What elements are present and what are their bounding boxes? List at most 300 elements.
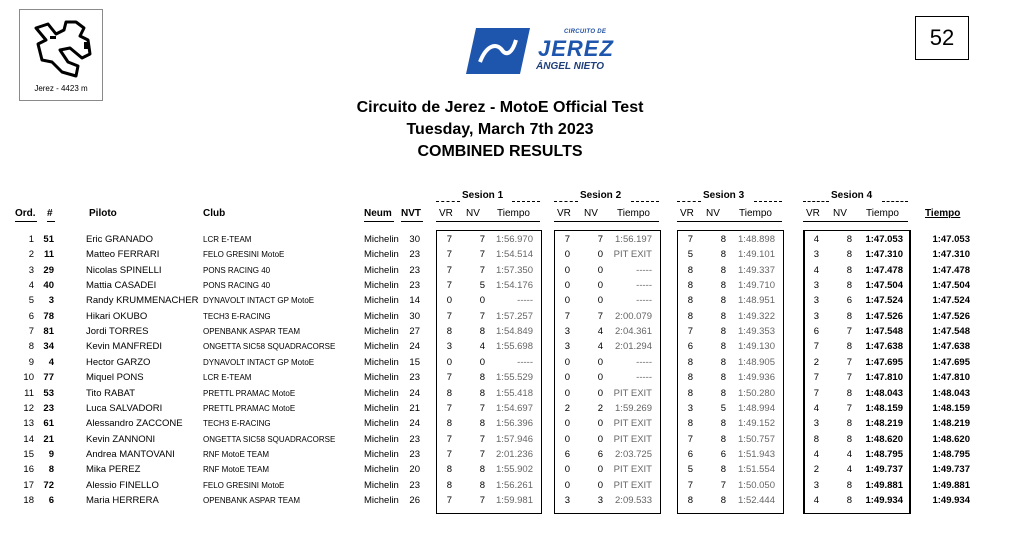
- cell-tiempo-final: 1:48.043: [932, 387, 970, 399]
- cell-nv: 7: [597, 310, 603, 322]
- cell-nv: 7: [479, 433, 485, 445]
- table-row: [0, 434, 1024, 449]
- divider: [15, 221, 37, 222]
- cell-nv: 7: [479, 264, 485, 276]
- cell-nv: 4: [846, 464, 852, 476]
- cell-nv: 8: [720, 341, 726, 353]
- divider: [631, 201, 659, 202]
- cell-tiempo-final: 1:47.524: [932, 295, 970, 307]
- cell-ord: 3: [28, 264, 34, 276]
- cell-vr: 6: [813, 326, 819, 338]
- cell-ord: 14: [23, 433, 34, 445]
- cell-tiempo: 1:47.524: [865, 295, 903, 307]
- divider: [554, 221, 659, 222]
- cell-tiempo-final: 1:47.478: [932, 264, 970, 276]
- cell-nv: 0: [597, 418, 603, 430]
- cell-tiempo: 1:47.504: [865, 280, 903, 292]
- cell-tiempo: 1:49.710: [738, 280, 775, 292]
- cell-nv: 8: [846, 433, 852, 445]
- cell-tiempo: 1:59.981: [496, 494, 533, 506]
- cell-nv: 8: [846, 341, 852, 353]
- cell-tiempo: 1:49.322: [738, 310, 775, 322]
- cell-tiempo: 1:49.936: [738, 372, 775, 384]
- cell-nv: 7: [479, 448, 485, 460]
- table-row: [0, 357, 1024, 372]
- cell-vr: 2: [564, 402, 570, 414]
- cell-pilot: Mika PEREZ: [86, 464, 141, 476]
- cell-ord: 16: [23, 464, 34, 476]
- cell-nv: 8: [479, 418, 485, 430]
- track-length-caption: Jerez - 4423 m: [34, 84, 88, 93]
- table-row: [0, 265, 1024, 280]
- cell-nv: 7: [479, 494, 485, 506]
- cell-vr: 0: [564, 418, 570, 430]
- cell-tiempo: 1:48.620: [865, 433, 903, 445]
- cell-tiempo: 1:54.697: [496, 402, 533, 414]
- event-title: Circuito de Jerez - MotoE Official Test: [356, 99, 644, 116]
- divider: [364, 221, 394, 222]
- cell-ord: 13: [23, 418, 34, 430]
- cell-vr: 2: [813, 356, 819, 368]
- event-date: Tuesday, March 7th 2023: [406, 121, 594, 138]
- cell-nv: 0: [597, 249, 603, 261]
- cell-neum: Michelin: [364, 387, 399, 399]
- cell-num: 61: [43, 418, 54, 430]
- cell-neum: Michelin: [364, 280, 399, 292]
- cell-nvt: 14: [409, 295, 420, 307]
- cell-vr: 7: [446, 264, 452, 276]
- cell-nv: 8: [720, 280, 726, 292]
- cell-vr: 5: [687, 249, 693, 261]
- cell-vr: 3: [813, 295, 819, 307]
- cell-num: 4: [48, 356, 54, 368]
- cell-nvt: 24: [409, 418, 420, 430]
- cell-nv: 4: [479, 341, 485, 353]
- cell-vr: 7: [564, 310, 570, 322]
- cell-vr: 8: [687, 418, 693, 430]
- track-map-icon: [26, 14, 96, 80]
- cell-vr: 3: [813, 479, 819, 491]
- cell-nv: 8: [720, 372, 726, 384]
- cell-tiempo: 1:48.043: [865, 387, 903, 399]
- cell-neum: Michelin: [364, 326, 399, 338]
- cell-neum: Michelin: [364, 494, 399, 506]
- cell-vr: 8: [687, 264, 693, 276]
- cell-vr: 3: [687, 402, 693, 414]
- cell-vr: 0: [564, 295, 570, 307]
- cell-nv: 8: [846, 387, 852, 399]
- cell-tiempo: 1:50.280: [738, 387, 775, 399]
- divider: [436, 221, 540, 222]
- cell-vr: 0: [564, 433, 570, 445]
- cell-nvt: 23: [409, 448, 420, 460]
- cell-tiempo: 1:47.526: [865, 310, 903, 322]
- cell-tiempo: 1:47.638: [865, 341, 903, 353]
- table-row: [0, 418, 1024, 433]
- col-tiempo-2: Tiempo: [617, 208, 650, 219]
- table-row: [0, 372, 1024, 387]
- cell-nvt: 20: [409, 464, 420, 476]
- cell-num: 40: [43, 280, 54, 292]
- cell-nv: 7: [846, 326, 852, 338]
- cell-pilot: Luca SALVADORI: [86, 402, 163, 414]
- cell-pilot: Alessandro ZACCONE: [86, 418, 183, 430]
- cell-nv: 0: [597, 280, 603, 292]
- cell-nv: 7: [479, 310, 485, 322]
- cell-nv: 8: [720, 494, 726, 506]
- cell-club: OPENBANK ASPAR TEAM: [203, 495, 301, 505]
- cell-vr: 7: [687, 326, 693, 338]
- cell-nv: 6: [846, 295, 852, 307]
- cell-vr: 8: [446, 479, 452, 491]
- divider: [47, 221, 55, 222]
- cell-num: 3: [48, 295, 54, 307]
- cell-num: 23: [43, 402, 54, 414]
- cell-vr: 8: [446, 387, 452, 399]
- cell-pilot: Alessio FINELLO: [86, 479, 159, 491]
- cell-nv: 0: [597, 464, 603, 476]
- cell-pilot: Maria HERRERA: [86, 494, 159, 506]
- cell-tiempo: 2:01.236: [496, 448, 533, 460]
- cell-club: LCR E-TEAM: [203, 373, 252, 383]
- track-map: [19, 9, 103, 101]
- cell-nv: 8: [846, 249, 852, 261]
- col-nv-3: NV: [706, 208, 720, 219]
- table-row: [0, 326, 1024, 341]
- table-row: [0, 249, 1024, 264]
- cell-nv: 8: [479, 464, 485, 476]
- cell-nv: 8: [846, 479, 852, 491]
- cell-nvt: 30: [409, 310, 420, 322]
- cell-tiempo-final: 1:47.638: [932, 341, 970, 353]
- cell-tiempo: 1:51.943: [738, 448, 775, 460]
- session-4-heading: Sesion 4: [831, 190, 873, 201]
- cell-tiempo: 1:56.261: [496, 479, 533, 491]
- cell-tiempo: -----: [636, 264, 652, 276]
- cell-vr: 8: [687, 280, 693, 292]
- cell-vr: 8: [446, 326, 452, 338]
- cell-nv: 7: [846, 402, 852, 414]
- cell-vr: 0: [446, 295, 452, 307]
- divider: [401, 221, 423, 222]
- cell-vr: 7: [813, 387, 819, 399]
- cell-vr: 7: [446, 249, 452, 261]
- cell-neum: Michelin: [364, 448, 399, 460]
- cell-nv: 8: [479, 372, 485, 384]
- cell-vr: 8: [687, 494, 693, 506]
- cell-nvt: 23: [409, 249, 420, 261]
- cell-tiempo: 1:49.337: [738, 264, 775, 276]
- cell-pilot: Andrea MANTOVANI: [86, 448, 175, 460]
- cell-vr: 4: [813, 494, 819, 506]
- cell-nv: 8: [720, 264, 726, 276]
- table-row: [0, 311, 1024, 326]
- cell-pilot: Kevin MANFREDI: [86, 341, 163, 353]
- cell-club: OPENBANK ASPAR TEAM: [203, 327, 301, 337]
- session-3-heading: Sesion 3: [703, 190, 745, 201]
- cell-vr: 7: [446, 372, 452, 384]
- cell-tiempo: 1:56.970: [496, 234, 533, 245]
- cell-vr: 8: [813, 433, 819, 445]
- table-row: [0, 403, 1024, 418]
- cell-vr: 0: [564, 356, 570, 368]
- cell-num: 29: [43, 264, 54, 276]
- cell-nv: 0: [597, 479, 603, 491]
- cell-nv: 8: [720, 295, 726, 307]
- cell-club: ONGETTA SIC58 SQUADRACORSE: [203, 434, 336, 444]
- table-row: [0, 388, 1024, 403]
- cell-vr: 3: [813, 310, 819, 322]
- cell-vr: 4: [813, 448, 819, 460]
- cell-neum: Michelin: [364, 234, 399, 245]
- cell-neum: Michelin: [364, 372, 399, 384]
- cell-nv: 7: [479, 402, 485, 414]
- session-1-heading: Sesion 1: [462, 190, 504, 201]
- cell-nv: 8: [720, 326, 726, 338]
- cell-tiempo: 1:57.257: [496, 310, 533, 322]
- cell-vr: 6: [687, 448, 693, 460]
- cell-ord: 10: [23, 372, 34, 384]
- col-nv-2: NV: [584, 208, 598, 219]
- cell-vr: 7: [687, 479, 693, 491]
- cell-tiempo-final: 1:47.548: [932, 326, 970, 338]
- page-number: 52: [915, 16, 969, 60]
- cell-nvt: 26: [409, 494, 420, 506]
- cell-num: 78: [43, 310, 54, 322]
- cell-tiempo: 1:54.849: [496, 326, 533, 338]
- logo-sub-text: ÁNGEL NIETO: [536, 61, 604, 72]
- cell-club: DYNAVOLT INTACT GP MotoE: [203, 357, 315, 367]
- cell-club: TECH3 E-RACING: [203, 311, 271, 321]
- cell-nv: 8: [479, 326, 485, 338]
- report-title: COMBINED RESULTS: [417, 143, 583, 160]
- cell-vr: 3: [813, 280, 819, 292]
- cell-tiempo: 1:51.554: [738, 464, 775, 476]
- cell-ord: 1: [28, 234, 34, 245]
- cell-club: RNF MotoE TEAM: [203, 449, 270, 459]
- col-neum: Neum: [364, 208, 392, 219]
- cell-tiempo: 2:01.294: [615, 341, 652, 353]
- logo-main-text: JEREZ: [538, 36, 614, 61]
- table-row: [0, 464, 1024, 479]
- cell-nv: 8: [720, 249, 726, 261]
- cell-tiempo: 1:49.353: [738, 326, 775, 338]
- cell-tiempo: 1:55.418: [496, 387, 533, 399]
- cell-tiempo: -----: [517, 295, 533, 307]
- cell-nvt: 23: [409, 479, 420, 491]
- col-pilot: Piloto: [89, 208, 117, 219]
- col-nv-4: NV: [833, 208, 847, 219]
- cell-nv: 7: [479, 249, 485, 261]
- cell-tiempo: 1:47.310: [865, 249, 903, 261]
- cell-vr: 8: [446, 418, 452, 430]
- cell-vr: 7: [446, 310, 452, 322]
- cell-vr: 7: [564, 234, 570, 245]
- cell-tiempo: 1:56.197: [615, 234, 652, 245]
- cell-nvt: 23: [409, 433, 420, 445]
- cell-vr: 0: [564, 249, 570, 261]
- divider: [754, 201, 782, 202]
- col-tiempo-final: Tiempo: [925, 208, 961, 219]
- cell-nv: 5: [720, 402, 726, 414]
- cell-nv: 8: [479, 479, 485, 491]
- cell-vr: 3: [564, 494, 570, 506]
- cell-ord: 6: [28, 310, 34, 322]
- cell-num: 9: [48, 448, 54, 460]
- cell-tiempo-final: 1:48.159: [932, 402, 970, 414]
- cell-club: RNF MotoE TEAM: [203, 465, 270, 475]
- cell-vr: 7: [446, 280, 452, 292]
- cell-tiempo: 1:55.529: [496, 372, 533, 384]
- cell-vr: 8: [687, 356, 693, 368]
- cell-tiempo: 1:47.478: [865, 264, 903, 276]
- cell-vr: 7: [446, 494, 452, 506]
- cell-tiempo-final: 1:47.810: [932, 372, 970, 384]
- cell-nv: 6: [720, 448, 726, 460]
- cell-vr: 7: [446, 234, 452, 245]
- cell-ord: 18: [23, 494, 34, 506]
- cell-tiempo: 2:00.079: [615, 310, 652, 322]
- cell-nv: 0: [597, 372, 603, 384]
- cell-tiempo: -----: [636, 280, 652, 292]
- cell-tiempo: 1:54.514: [496, 249, 533, 261]
- cell-tiempo: 1:49.152: [738, 418, 775, 430]
- cell-nvt: 23: [409, 372, 420, 384]
- cell-vr: 7: [813, 372, 819, 384]
- cell-tiempo: PIT EXIT: [613, 249, 652, 261]
- cell-nv: 8: [846, 234, 852, 245]
- cell-vr: 7: [687, 433, 693, 445]
- cell-nv: 0: [597, 433, 603, 445]
- cell-nv: 7: [846, 356, 852, 368]
- cell-tiempo-final: 1:48.219: [932, 418, 970, 430]
- col-nv-1: NV: [466, 208, 480, 219]
- cell-tiempo: 1:47.810: [865, 372, 903, 384]
- cell-tiempo-final: 1:47.526: [932, 310, 970, 322]
- cell-club: LCR E-TEAM: [203, 235, 252, 244]
- cell-club: PONS RACING 40: [203, 265, 271, 275]
- cell-nv: 8: [720, 433, 726, 445]
- table-row: [0, 449, 1024, 464]
- cell-ord: 12: [23, 402, 34, 414]
- cell-vr: 0: [446, 356, 452, 368]
- cell-tiempo: -----: [636, 295, 652, 307]
- cell-tiempo: 1:56.396: [496, 418, 533, 430]
- cell-vr: 6: [687, 341, 693, 353]
- cell-nv: 8: [846, 264, 852, 276]
- cell-tiempo: 2:09.533: [615, 494, 652, 506]
- cell-vr: 3: [564, 341, 570, 353]
- cell-vr: 0: [564, 464, 570, 476]
- col-tiempo-3: Tiempo: [739, 208, 772, 219]
- cell-ord: 15: [23, 448, 34, 460]
- cell-vr: 8: [687, 295, 693, 307]
- cell-nv: 7: [479, 234, 485, 245]
- cell-tiempo-final: 1:47.695: [932, 356, 970, 368]
- cell-nv: 0: [597, 295, 603, 307]
- cell-vr: 5: [687, 464, 693, 476]
- cell-nv: 8: [720, 234, 726, 245]
- cell-ord: 11: [24, 387, 34, 399]
- cell-club: FELO GRESINI MotoE: [203, 250, 285, 260]
- cell-neum: Michelin: [364, 418, 399, 430]
- cell-num: 21: [43, 433, 54, 445]
- col-vr-2: VR: [557, 208, 571, 219]
- cell-club: ONGETTA SIC58 SQUADRACORSE: [203, 342, 336, 352]
- cell-tiempo-final: 1:47.310: [932, 249, 970, 261]
- cell-tiempo: 1:48.898: [738, 234, 775, 245]
- cell-nvt: 24: [409, 341, 420, 353]
- cell-neum: Michelin: [364, 402, 399, 414]
- cell-tiempo: 1:47.548: [865, 326, 903, 338]
- cell-neum: Michelin: [364, 295, 399, 307]
- cell-tiempo-final: 1:48.620: [932, 433, 970, 445]
- cell-tiempo-final: 1:47.504: [932, 280, 970, 292]
- cell-pilot: Hector GARZO: [86, 356, 151, 368]
- cell-nv: 4: [597, 341, 603, 353]
- cell-nv: 7: [846, 372, 852, 384]
- cell-nv: 8: [479, 387, 485, 399]
- cell-vr: 3: [813, 418, 819, 430]
- cell-pilot: Matteo FERRARI: [86, 249, 160, 261]
- cell-vr: 2: [813, 464, 819, 476]
- cell-tiempo: PIT EXIT: [613, 387, 652, 399]
- circuit-logo: [466, 26, 636, 76]
- cell-tiempo: PIT EXIT: [613, 479, 652, 491]
- cell-ord: 5: [28, 295, 34, 307]
- cell-num: 51: [43, 234, 54, 245]
- cell-tiempo: 2:03.725: [615, 448, 652, 460]
- cell-vr: 4: [813, 402, 819, 414]
- cell-num: 11: [43, 249, 54, 261]
- cell-tiempo-final: 1:49.934: [932, 494, 970, 506]
- cell-vr: 4: [813, 234, 819, 245]
- cell-tiempo-final: 1:49.881: [932, 479, 970, 491]
- cell-vr: 3: [446, 341, 452, 353]
- cell-tiempo: 1:49.737: [865, 464, 903, 476]
- cell-num: 72: [43, 479, 54, 491]
- divider: [554, 201, 578, 202]
- table-row: [0, 295, 1024, 310]
- divider: [436, 201, 460, 202]
- cell-nv: 0: [479, 295, 485, 307]
- cell-vr: 0: [564, 280, 570, 292]
- cell-vr: 6: [564, 448, 570, 460]
- cell-tiempo-final: 1:48.795: [932, 448, 970, 460]
- cell-tiempo: 1:47.695: [865, 356, 903, 368]
- table-row: [0, 495, 1024, 510]
- cell-neum: Michelin: [364, 310, 399, 322]
- cell-neum: Michelin: [364, 264, 399, 276]
- cell-neum: Michelin: [364, 433, 399, 445]
- table-row: [0, 234, 1024, 249]
- divider: [677, 201, 701, 202]
- cell-tiempo: 1:54.176: [496, 280, 533, 292]
- divider: [882, 201, 908, 202]
- cell-tiempo: 1:57.350: [496, 264, 533, 276]
- cell-nv: 8: [846, 280, 852, 292]
- logo-top-text: CIRCUITO DE: [564, 29, 607, 35]
- cell-tiempo: PIT EXIT: [613, 433, 652, 445]
- divider: [803, 201, 829, 202]
- cell-neum: Michelin: [364, 356, 399, 368]
- cell-club: PRETTL PRAMAC MotoE: [203, 388, 296, 398]
- cell-pilot: Nicolas SPINELLI: [86, 264, 162, 276]
- divider: [512, 201, 540, 202]
- logo-mark-icon: [466, 28, 530, 74]
- cell-vr: 8: [687, 387, 693, 399]
- cell-tiempo-final: 1:47.053: [932, 234, 970, 245]
